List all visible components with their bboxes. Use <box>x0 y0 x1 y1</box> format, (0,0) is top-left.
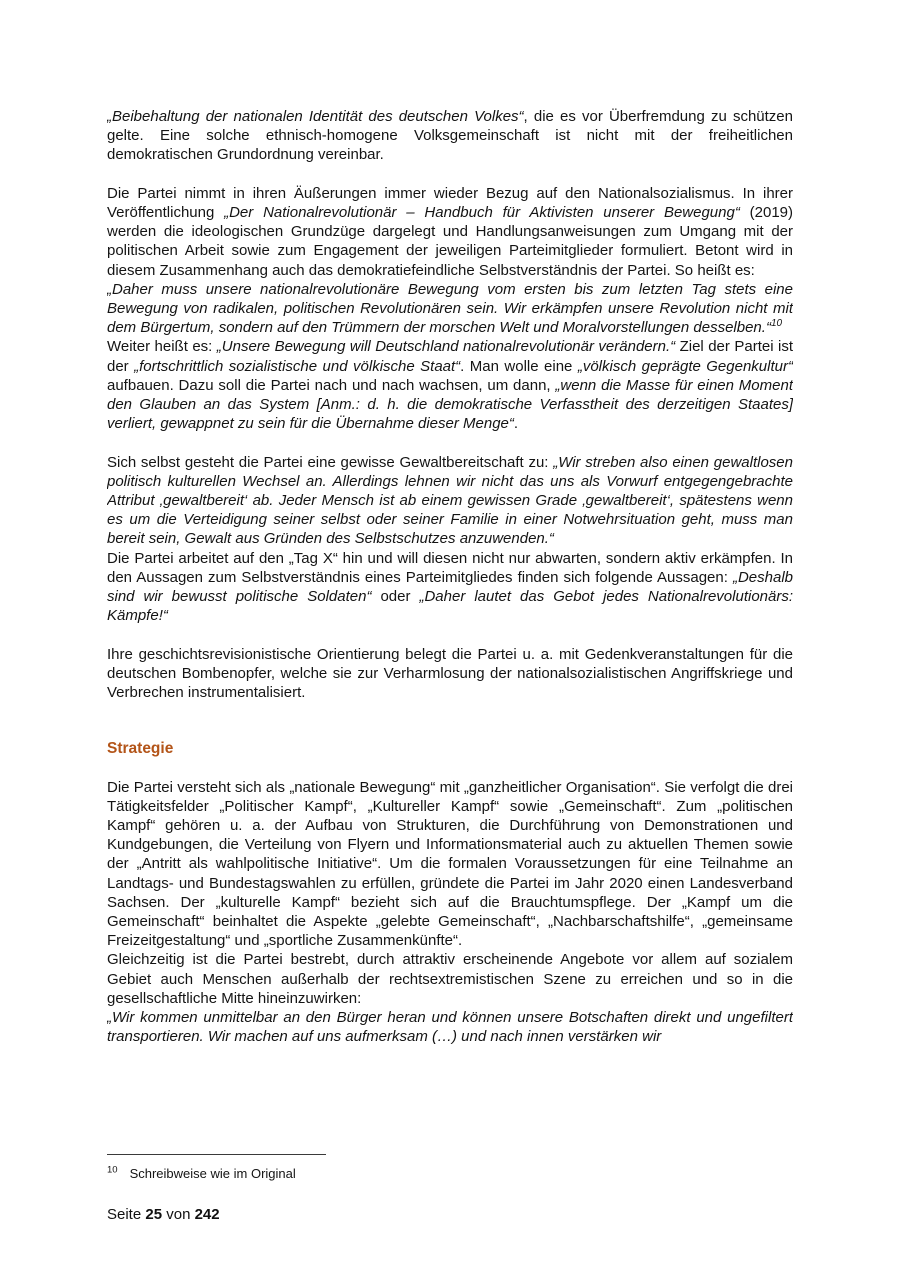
footer-page-number: 25 <box>145 1206 163 1223</box>
body-paragraph <box>107 280 793 338</box>
text-segment: Die Partei arbeitet auf den „Tag X“ hin und will diesen nicht nur abwarten, sondern aktiv erkämpfen. In den Aussagen zum Selbstverständnis eines Parteimitgliedes finden sich folgende Aussagen: <box>107 549 793 586</box>
text-segment: . <box>513 415 519 433</box>
paragraph-spacer <box>107 165 793 184</box>
section-heading <box>107 739 793 758</box>
text-segment: Die Partei nimmt in ihren Äußerungen immer wieder Bezug auf den Nationalsozialismus. In ihrer Veröffentlichung <box>107 184 793 221</box>
text-segment: „Beibehaltung der nationalen Identität des deutschen Volkes“ <box>107 108 524 125</box>
paragraph-spacer <box>107 758 793 777</box>
footer-connector: von <box>166 1206 191 1223</box>
paragraph-spacer <box>107 702 793 739</box>
page-content <box>107 107 793 1149</box>
footer-prefix: Seite <box>107 1206 142 1223</box>
text-segment: „Wir kommen unmittelbar an den Bürger heran und können unsere Botschaften direkt und ungefiltert transportieren. Wir machen auf uns aufmerksam (…) und nach innen verstärken wir <box>107 1009 793 1046</box>
text-segment: „wenn die Masse für einen Moment den Glauben an das System [Anm.: d. h. die demokratische Verfasstheit des derzeitigen Staates] verliert, gewappnet zu sein für die Übernahme dieser Menge“ <box>107 376 793 433</box>
text-segment: „Unsere Bewegung will Deutschland nationalrevolutionär verändern.“ <box>216 338 676 356</box>
footnote-reference: 10 <box>770 318 783 330</box>
text-segment: aufbauen. Dazu soll die Partei nach und nach wachsen, um dann, <box>107 376 556 394</box>
text-segment: Sich selbst gesteht die Partei eine gewisse Gewaltbereitschaft zu: <box>107 453 554 471</box>
footer-total-pages: 242 <box>194 1206 220 1223</box>
text-segment: „völkisch geprägte Gegenkultur“ <box>577 357 793 375</box>
body-paragraph <box>107 645 793 703</box>
text-segment: „Daher lautet das Gebot jedes Nationalrevolutionärs: Kämpfe!“ <box>107 588 793 625</box>
text-segment: „Deshalb sind wir bewusst politische Soldaten“ <box>107 568 793 606</box>
text-segment: Weiter heißt es: <box>107 338 217 356</box>
text-segment: Ihre geschichtsrevisionistische Orientierung belegt die Partei u. a. mit Gedenkveranstaltungen für die deutschen Bombenopfer, welche sie zur Verharmlosung der nationalsozialistischen Angriffskriege und Verbrechen instrumentalisiert. <box>107 645 793 702</box>
body-paragraph <box>107 778 793 951</box>
text-segment: . Man wolle eine <box>460 357 578 375</box>
footnote-marker: 10 <box>107 1164 118 1176</box>
body-paragraph <box>107 107 793 165</box>
footnote-separator <box>107 1154 326 1155</box>
text-segment: oder <box>371 588 420 606</box>
page-footer <box>107 1205 220 1224</box>
footnote-text: Schreibweise wie im Original <box>129 1166 296 1181</box>
text-segment: „Wir streben also einen gewaltlosen politisch kulturellen Wechsel an. Allerdings lehnen wir nicht das uns als Vorwurf entgegengebrachte Attribut ‚gewaltbereit‘ ab. Jeder Mensch ist ab einem gewissen Grade ‚gewaltbereit‘, spätestens wenn es um die Verteidigung seiner selbst oder seiner Familie in einer Notwehrsituation geht, muss man bereit sein, Gewalt aus Gründen des Selbstschutzes anzuwenden.“ <box>107 453 793 548</box>
text-segment: , die es vor Überfremdung zu schützen gelte. Eine solche ethnisch-homogene Volksgemeinschaft ist nicht mit der freiheitlichen demokratischen Grundordnung vereinbar. <box>107 108 793 164</box>
paragraph-spacer <box>107 625 793 644</box>
body-paragraph <box>107 453 793 549</box>
text-segment: Ziel der Partei ist der <box>107 338 793 375</box>
body-paragraph <box>107 184 793 280</box>
footnote <box>107 1166 793 1182</box>
text-segment: Die Partei versteht sich als „nationale Bewegung“ mit „ganzheitlicher Organisation“. Sie verfolgt die drei Tätigkeitsfelder „Politischer Kampf“, „Kultureller Kampf“ sowie „Gemeinschaft“. Zum „politischen Kampf“ gehören u. a. der Aufbau von Strukturen, die Durchführung von Demonstrationen und Kundgebungen, die Verteilung von Flyern und Informationsmaterial auch zu aktuellen Themen sowie der „Antritt als wahlpolitische Initiative“. Um die formalen Voraussetzungen für eine Teilnahme an Landtags- und Bundestagswahlen zu erfüllen, gründete die Partei im Jahr 2020 einen Landesverband Sachsen. Der „kulturelle Kampf“ bezieht sich auf die Brauchtumspflege. Der „Kampf um die Gemeinschaft“ beinhaltet die Aspekte „gelebte Gemeinschaft“, „Nachbarschaftshilfe“, „gemeinsame Freizeitgestaltung“ und „sportliche Zusammenkünfte“. <box>107 778 793 950</box>
text-segment: Gleichzeitig ist die Partei bestrebt, durch attraktiv erscheinende Angebote vor allem auf sozialem Gebiet auch Menschen außerhalb der rechtsextremistischen Szene zu erreichen und so in die gesellschaftliche Mitte hineinzuwirken: <box>107 951 793 1007</box>
text-segment: (2019) werden die ideologischen Grundzüge dargelegt und Handlungsanweisungen zum Umgang mit der politischen Arbeit sowie zum Engagement der jeweiligen Parteimitglieder formuliert. Betont wird in diesem Zusammenhang auch das demokratiefeindliche Selbstverständnis der Partei. So heißt es: <box>107 204 793 279</box>
text-segment: „fortschrittlich sozialistische und völkische Staat“ <box>134 357 461 375</box>
paragraph-spacer <box>107 433 793 452</box>
body-paragraph <box>107 950 793 1008</box>
text-segment: „Der Nationalrevolutionär – Handbuch für Aktivisten unserer Bewegung“ <box>224 204 740 221</box>
text-segment: Strategie <box>107 740 174 758</box>
body-paragraph <box>107 337 793 433</box>
body-paragraph <box>107 1008 793 1046</box>
text-segment: „Daher muss unsere nationalrevolutionäre Bewegung vom ersten bis zum letzten Tag stets eine Bewegung von radikalen, politischen Revolutionären sein. Wir erkämpfen unsere Revolution nicht mit dem Bürgertum, sondern auf den Trümmern der morschen Welt und Moralvorstellungen desselben.“ <box>107 280 793 337</box>
body-paragraph <box>107 549 793 626</box>
